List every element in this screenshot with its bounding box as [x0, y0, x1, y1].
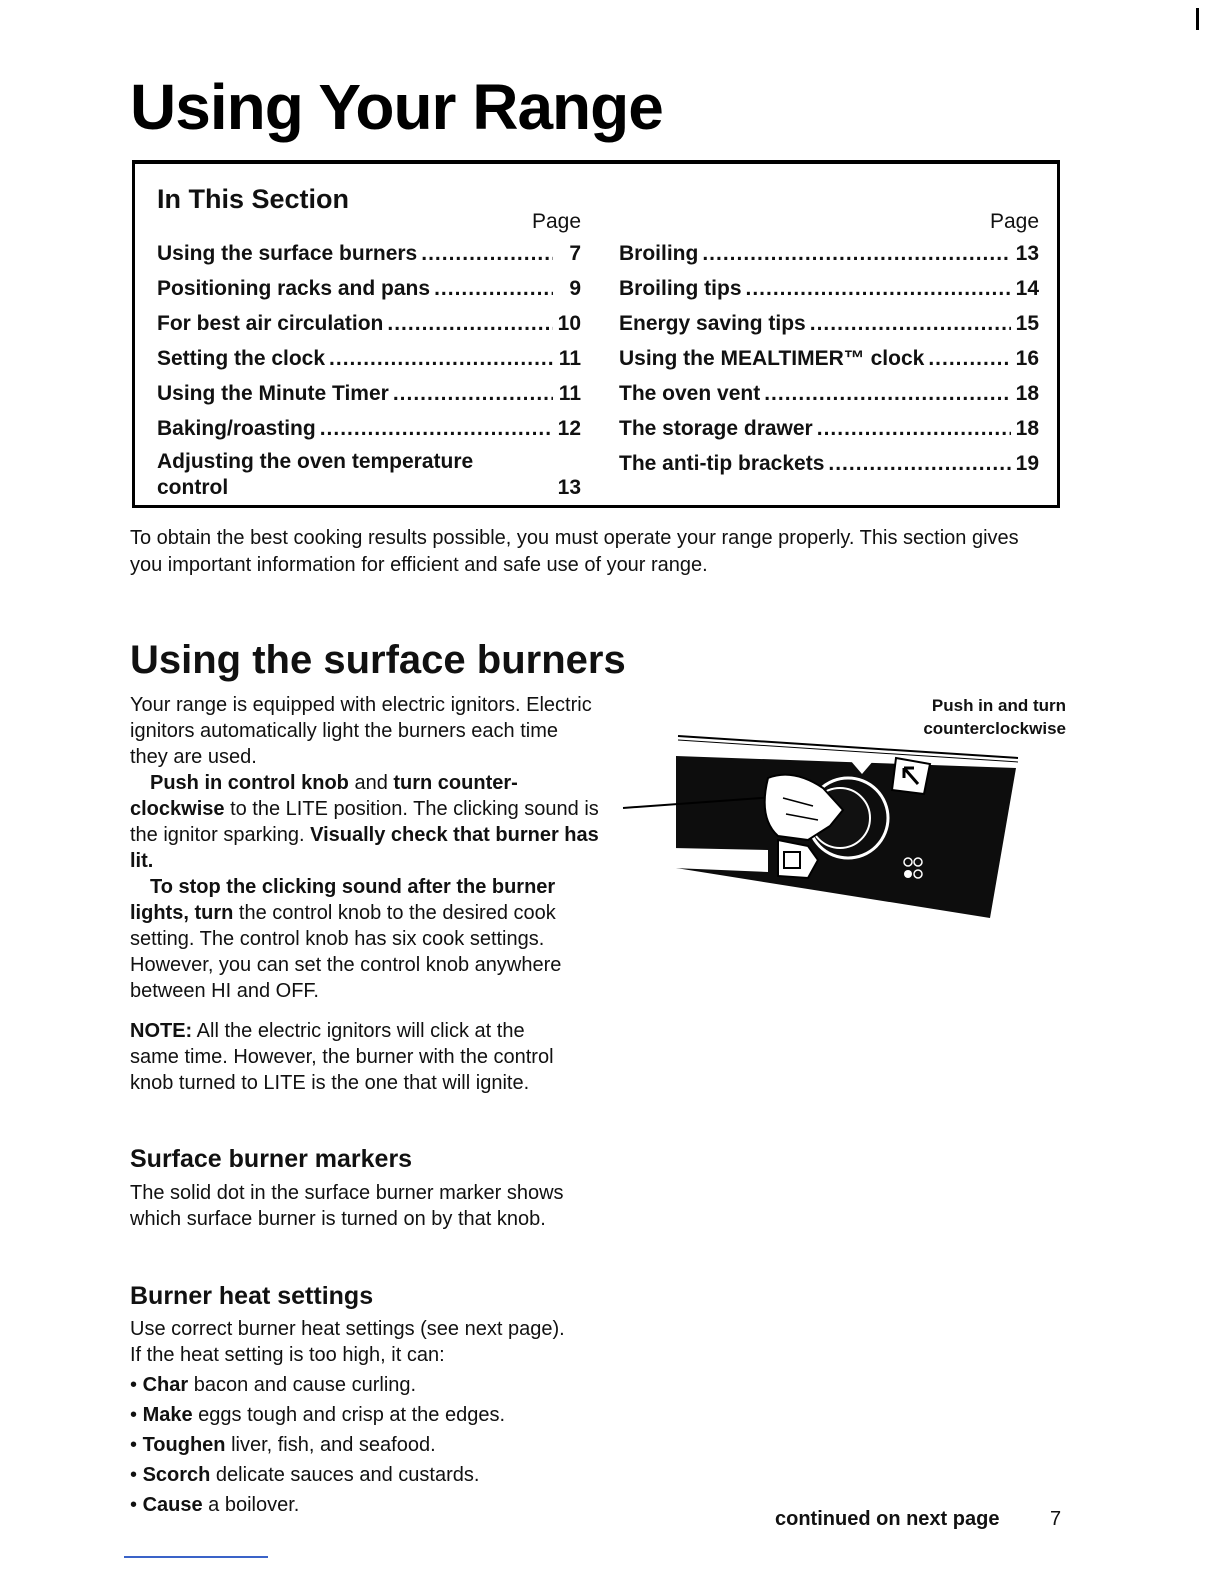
note-paragraph: NOTE: All the electric ignitors will click at the same time. However, the burner with the control knob turned to LITE is the one that will ignite. — [130, 1020, 554, 1094]
toc-left-column — [157, 208, 581, 501]
toc-item[interactable]: Positioning racks and pans ..... 9 — [157, 271, 581, 306]
toc-item[interactable]: The oven vent ..... 18 — [619, 376, 1039, 411]
toc-item[interactable]: Using the Minute Timer ..... 11 — [157, 376, 581, 411]
corner-mark — [1196, 8, 1199, 30]
toc-item[interactable]: Energy saving tips ..... 15 — [619, 306, 1039, 341]
toc-item[interactable]: Using the MEALTIMER™ clock ..... 16 — [619, 341, 1039, 376]
toc-page-header: Page — [989, 210, 1039, 233]
list-item: • Cause a boilover. — [130, 1494, 300, 1516]
list-item: • Char bacon and cause curling. — [130, 1374, 417, 1396]
toc-item[interactable]: Using the surface burners ..... 7 — [157, 236, 581, 271]
toc-right-column — [619, 208, 1039, 481]
panel-edge-line — [678, 736, 1018, 758]
page-number: 7 — [1050, 1508, 1062, 1530]
list-item: • Toughen liver, fish, and seafood. — [130, 1434, 436, 1456]
markers-paragraph: The solid dot in the surface burner marker shows which surface burner is turned on by that knob. — [130, 1182, 564, 1230]
toc-item[interactable]: The anti-tip brackets ..... 19 — [619, 446, 1039, 481]
subsection-title-heat: Burner heat settings — [130, 1282, 374, 1310]
bottom-rule — [124, 1556, 268, 1558]
toc-item[interactable]: The storage drawer ..... 18 — [619, 411, 1039, 446]
control-knob-illustration — [618, 728, 1028, 923]
surface-body — [130, 692, 600, 1096]
toc-page-header: Page — [531, 210, 581, 233]
toc-box — [132, 160, 1060, 508]
sleeve — [673, 848, 768, 872]
page-title: Using Your Range — [130, 71, 663, 143]
toc-heading: In This Section — [157, 184, 350, 214]
paragraph: Push in control knob and turn counter-clockwise to the LITE position. The clicking sound is the ignitor sparking. Visually check that burner has lit. — [130, 772, 599, 872]
paragraph: Your range is equipped with electric ignitors. Electric ignitors automatically light the burners each time they are used. — [130, 694, 592, 768]
toc-item[interactable]: Broiling tips ..... 14 — [619, 271, 1039, 306]
figure-caption: Push in and turn counterclockwise — [923, 696, 1066, 738]
heat-bullet-list — [130, 1370, 505, 1520]
subsection-title-markers: Surface burner markers — [130, 1145, 413, 1173]
heat-paragraph: Use correct burner heat settings (see next page). If the heat setting is too high, it can: — [130, 1318, 565, 1366]
list-item: • Scorch delicate sauces and custards. — [130, 1464, 480, 1486]
toc-item[interactable]: Broiling ..... 13 — [619, 236, 1039, 271]
toc-item[interactable]: Baking/roasting ..... 12 — [157, 411, 581, 446]
section-title: Using the surface burners — [130, 638, 626, 682]
toc-item[interactable]: Adjusting the oven temperature control 13 — [157, 450, 581, 499]
toc-item[interactable]: Setting the clock ..... 11 — [157, 341, 581, 376]
marker-dot-solid — [904, 870, 912, 878]
intro-paragraph: To obtain the best cooking results possible, you must operate your range properly. This section gives you important information for efficient and safe use of your range. — [130, 527, 1019, 576]
toc-item[interactable]: For best air circulation ..... 10 — [157, 306, 581, 341]
list-item: • Make eggs tough and crisp at the edges. — [130, 1404, 506, 1426]
continued-note: continued on next page — [775, 1508, 1000, 1530]
paragraph: To stop the clicking sound after the burner lights, turn the control knob to the desired cook setting. The control knob has six cook settings. However, you can set the control knob anywhere between HI and OFF. — [130, 876, 562, 1002]
